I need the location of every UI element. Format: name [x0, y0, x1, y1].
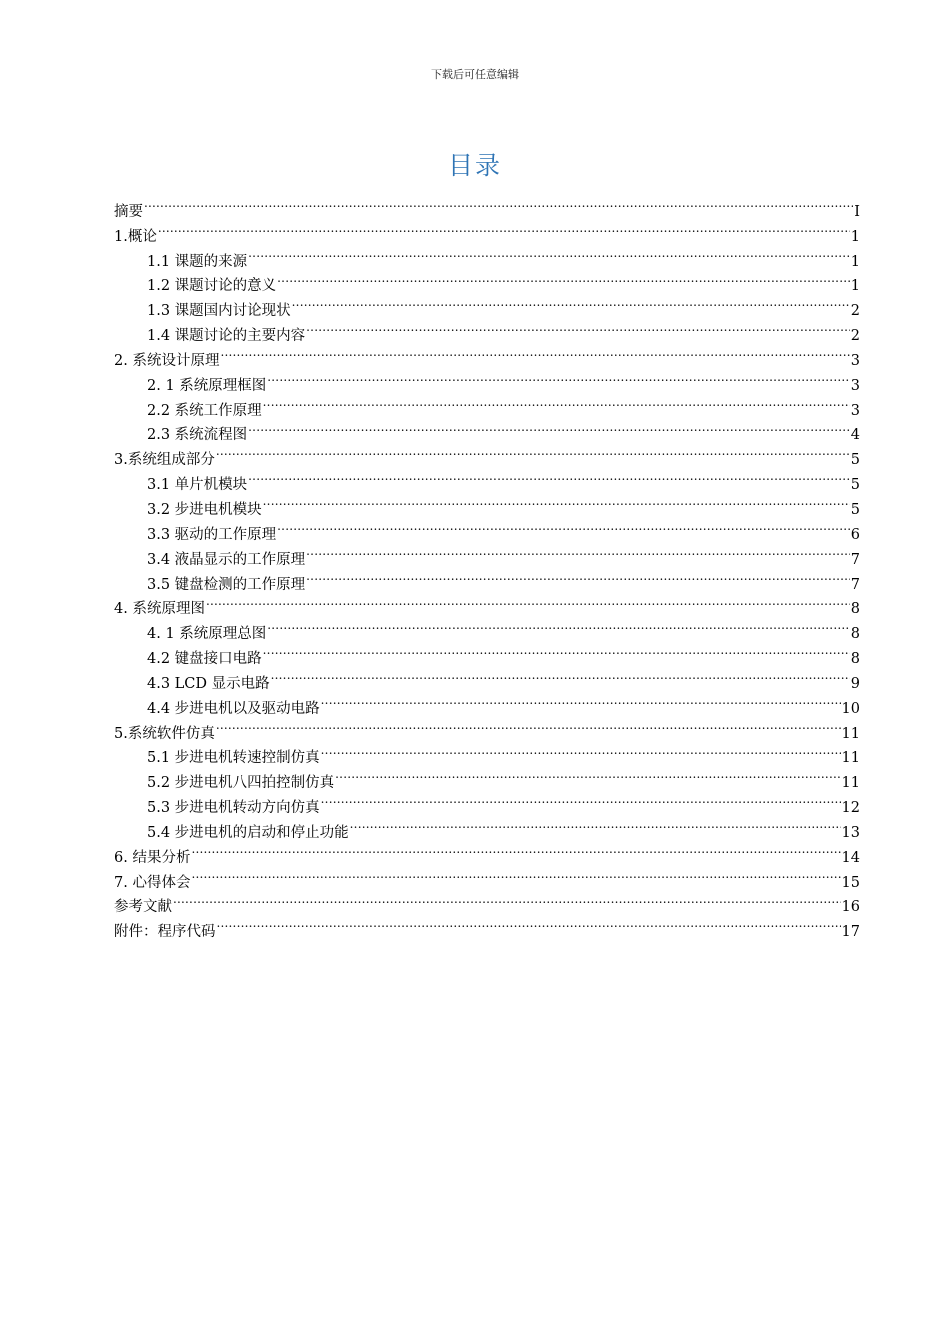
toc-entry-page-number: 15	[841, 874, 860, 891]
toc-entry-page-number: 4	[850, 427, 860, 444]
toc-dot-leader	[321, 738, 841, 763]
toc-dot-leader	[267, 613, 849, 638]
toc-dot-leader	[248, 464, 850, 489]
toc-dot-leader	[173, 887, 841, 912]
toc-dot-leader	[350, 812, 841, 837]
toc-entry-label: 摘要	[114, 203, 143, 220]
toc-entry-label: 5.3 步进电机转动方向仿真	[147, 800, 320, 817]
toc-dot-leader	[306, 539, 850, 564]
toc-entry-page-number: 7	[850, 551, 860, 568]
toc-entry-page-number: 11	[841, 750, 860, 767]
toc-dot-leader	[220, 340, 849, 365]
toc-entry-label: 2.3 系统流程图	[147, 427, 248, 444]
toc-entry-label: 3.系统组成部分	[114, 452, 215, 469]
toc-entry-page-number: 11	[841, 725, 860, 742]
toc-entry-page-number: 16	[841, 899, 860, 916]
toc-entry-page-number: 5	[850, 477, 860, 494]
toc-dot-leader	[216, 439, 850, 464]
toc-entry-page-number: 17	[841, 924, 860, 941]
toc-entry[interactable]	[114, 241, 860, 270]
toc-entry-page-number: 8	[850, 651, 860, 668]
toc-entry-page-number: 5	[850, 452, 860, 469]
toc-entry-label: 3.5 键盘检测的工作原理	[147, 576, 306, 593]
toc-entry[interactable]	[114, 862, 860, 891]
toc-entry-label: 4. 系统原理图	[114, 601, 205, 618]
toc-entry[interactable]	[114, 837, 860, 866]
toc-dot-leader	[263, 489, 850, 514]
toc-entry-page-number: 1	[850, 278, 860, 295]
toc-dot-leader	[271, 663, 850, 688]
toc-entry-label: 5.2 步进电机八四拍控制仿真	[147, 775, 335, 792]
toc-entry-page-number: 2	[850, 303, 860, 320]
toc-entry-page-number: 3	[850, 377, 860, 394]
table-of-contents	[114, 191, 860, 941]
toc-entry-page-number: 3	[850, 352, 860, 369]
toc-entry-page-number: 13	[841, 824, 860, 841]
toc-entry-page-number: I	[854, 203, 860, 220]
toc-entry-label: 2. 系统设计原理	[114, 352, 220, 369]
toc-dot-leader	[263, 638, 850, 663]
toc-entry-label: 3.3 驱动的工作原理	[147, 526, 277, 543]
toc-entry[interactable]	[114, 439, 860, 469]
toc-entry-label: 1.4 课题讨论的主要内容	[147, 328, 306, 345]
toc-dot-leader	[321, 787, 841, 812]
toc-entry[interactable]	[114, 738, 860, 767]
toc-entry-page-number: 2	[850, 328, 860, 345]
toc-dot-leader	[217, 911, 841, 936]
toc-dot-leader	[191, 837, 840, 862]
toc-entry-label: 1.1 课题的来源	[147, 253, 248, 270]
toc-dot-leader	[144, 191, 853, 216]
toc-entry-page-number: 12	[841, 800, 860, 817]
header-note: 下载后可任意编辑	[431, 68, 519, 81]
toc-entry-page-number: 1	[850, 228, 860, 245]
toc-dot-leader	[248, 415, 850, 440]
toc-dot-leader	[263, 390, 850, 415]
toc-entry-page-number: 11	[841, 775, 860, 792]
toc-entry-label: 1.2 课题讨论的意义	[147, 278, 277, 295]
toc-entry-label: 3.2 步进电机模块	[147, 501, 262, 518]
toc-dot-leader	[191, 862, 840, 887]
toc-entry-label: 附件：程序代码	[114, 924, 216, 941]
toc-entry-label: 参考文献	[114, 899, 172, 916]
toc-dot-leader	[216, 713, 841, 738]
toc-dot-leader	[292, 290, 850, 315]
toc-entry-page-number: 6	[850, 526, 860, 543]
toc-entry-label: 5.系统软件仿真	[114, 725, 215, 742]
toc-entry-label: 4. 1 系统原理总图	[147, 626, 267, 643]
toc-entry[interactable]	[114, 464, 860, 494]
toc-entry-label: 3.4 液晶显示的工作原理	[147, 551, 306, 568]
toc-title: 目录	[447, 151, 502, 180]
toc-entry-page-number: 8	[850, 626, 860, 643]
toc-entry-label: 5.1 步进电机转速控制仿真	[147, 750, 320, 767]
toc-dot-leader	[321, 688, 841, 713]
toc-entry[interactable]	[114, 340, 860, 369]
toc-dot-leader	[335, 762, 840, 787]
toc-entry[interactable]	[114, 713, 860, 742]
toc-entry-label: 1.概论	[114, 228, 157, 245]
toc-dot-leader	[306, 564, 850, 589]
toc-entry-label: 4.3 LCD 显示电路	[147, 675, 270, 692]
toc-entry-page-number: 8	[850, 601, 860, 618]
toc-dot-leader	[277, 514, 850, 539]
toc-entry-page-number: 5	[850, 501, 860, 518]
toc-entry-label: 4.2 键盘接口电路	[147, 651, 262, 668]
toc-entry[interactable]	[114, 887, 860, 916]
toc-entry-page-number: 10	[841, 700, 860, 717]
toc-dot-leader	[206, 589, 850, 614]
toc-entry-label: 3.1 单片机模块	[147, 477, 248, 494]
toc-entry-page-number: 3	[850, 402, 860, 419]
toc-entry-page-number: 7	[850, 576, 860, 593]
toc-dot-leader	[248, 241, 850, 266]
toc-entry[interactable]	[114, 589, 860, 618]
toc-entry[interactable]	[114, 613, 860, 643]
toc-entry-label: 2.2 系统工作原理	[147, 402, 262, 419]
toc-dot-leader	[277, 266, 850, 291]
toc-entry[interactable]	[114, 911, 860, 941]
toc-entry-page-number: 14	[841, 849, 860, 866]
toc-entry-label: 7. 心得体会	[114, 874, 191, 891]
toc-dot-leader	[306, 315, 850, 340]
toc-dot-leader	[267, 365, 849, 390]
toc-entry-page-number: 9	[850, 675, 860, 692]
toc-entry-label: 5.4 步进电机的启动和停止功能	[147, 824, 349, 841]
toc-dot-leader	[158, 216, 850, 241]
toc-entry-page-number: 1	[850, 253, 860, 270]
toc-entry[interactable]	[114, 216, 860, 245]
toc-entry-label: 1.3 课题国内讨论现状	[147, 303, 291, 320]
toc-entry-label: 6. 结果分析	[114, 849, 191, 866]
toc-entry-label: 4.4 步进电机以及驱动电路	[147, 700, 320, 717]
toc-entry[interactable]	[114, 191, 860, 220]
toc-entry-label: 2. 1 系统原理框图	[147, 377, 267, 394]
toc-entry[interactable]	[114, 365, 860, 394]
